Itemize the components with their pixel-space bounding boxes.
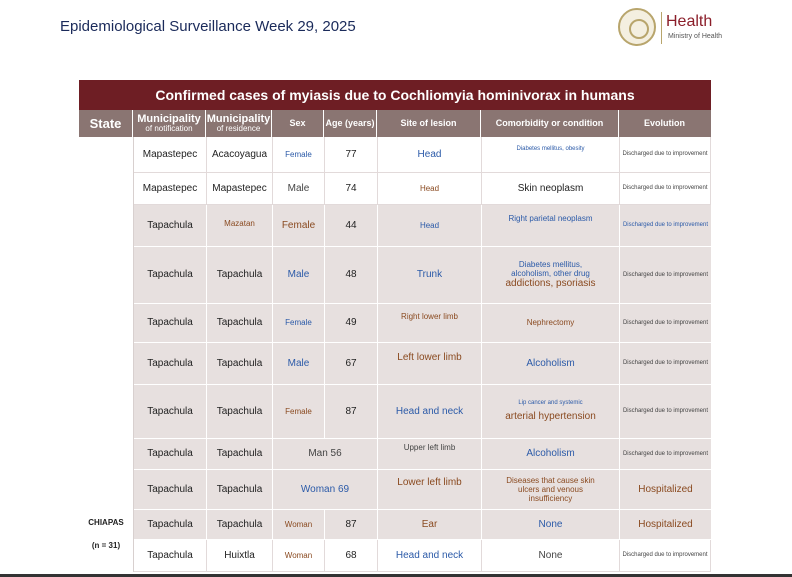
cell-site: Upper left limb [378, 439, 482, 469]
table-row [134, 439, 711, 470]
header-state: State [79, 110, 133, 137]
logo-title: Health [666, 13, 713, 30]
cell-comorbidity: None [482, 540, 620, 571]
cell-notification: Tapachula [134, 540, 207, 571]
cell-evolution: Hospitalized [638, 518, 693, 530]
cell-comorbidity: Nephrectomy [482, 304, 620, 342]
cell-comorbidity: Skin neoplasm [482, 173, 620, 204]
cell-comorbidity: Diabetes mellitus, alcoholism, other drug addictions, psoriasis [482, 247, 620, 303]
cell-age: 87 [325, 385, 378, 438]
header-sex: Sex [272, 110, 324, 137]
cell-age: 44 [325, 205, 378, 246]
page-header: Epidemiological Surveillance Week 29, 2025 [60, 18, 356, 35]
health-logo [618, 8, 738, 48]
cell-age: 48 [325, 247, 378, 303]
cell-age: 67 [325, 343, 378, 384]
cell-notification: Tapachula [134, 385, 207, 438]
cell-comorbidity: Alcoholism [482, 343, 620, 384]
cell-notification: Tapachula [134, 304, 207, 342]
cell-comorbidity: Alcoholism [482, 439, 620, 469]
cell-site: Left lower limb [378, 343, 482, 384]
cell-site: Head [378, 173, 482, 204]
cell-age: 77 [325, 137, 378, 172]
cell-sex: Female [273, 205, 325, 246]
cell-notification: Tapachula [134, 510, 207, 539]
cell-evolution: Discharged due to improvement [622, 222, 709, 229]
table-row [134, 510, 711, 540]
cell-notification: Tapachula [134, 470, 207, 509]
cell-site: Head [378, 137, 482, 172]
cell-residence: Tapachula [207, 343, 273, 384]
cell-residence: Tapachula [207, 247, 273, 303]
cell-notification: Mapastepec [134, 173, 207, 204]
header-municipality-residence: Municipality of residence [206, 110, 272, 137]
cell-sex-age: Woman 69 [273, 470, 378, 509]
header-municipality-notification: Municipality of notification [133, 110, 206, 137]
cell-age: 68 [325, 540, 378, 571]
table-row [134, 470, 711, 510]
table-banner: Confirmed cases of myiasis due to Cochliomyia hominivorax in humans [79, 80, 711, 110]
cell-site: Head [378, 205, 482, 246]
cell-sex: Woman [273, 510, 325, 539]
header-evolution: Evolution [644, 118, 685, 128]
cell-age: 87 [325, 510, 378, 539]
logo-divider [661, 12, 662, 44]
cell-sex: Male [273, 343, 325, 384]
cell-residence: Huixtla [207, 540, 273, 571]
cell-sex: Male [273, 173, 325, 204]
cell-sex: Male [273, 247, 325, 303]
cell-evolution: Discharged due to improvement [620, 137, 711, 172]
table-header-row [79, 110, 711, 137]
cell-evolution: Discharged due to improvement [622, 271, 709, 278]
table-row [134, 205, 711, 247]
cell-sex-age: Man 56 [273, 439, 378, 469]
header-comorbidity: Comorbidity or condition [481, 110, 619, 137]
cell-sex: Female [273, 137, 325, 172]
state-label: CHIAPAS (n = 31) [88, 518, 124, 550]
cell-evolution: Discharged due to improvement [622, 450, 709, 457]
cell-notification: Tapachula [134, 247, 207, 303]
cell-site: Head and neck [378, 385, 482, 438]
logo-subtitle: Ministry of Health [668, 33, 723, 40]
cell-residence: Acacoyagua [207, 137, 273, 172]
cell-comorbidity: Diseases that cause skin ulcers and venous insufficiency [482, 470, 620, 509]
cell-site: Head and neck [378, 540, 482, 571]
cell-evolution: Discharged due to improvement [622, 408, 709, 415]
cell-age: 49 [325, 304, 378, 342]
cell-age: 74 [325, 173, 378, 204]
cell-evolution: Discharged due to improvement [622, 360, 709, 367]
table-row [134, 173, 711, 205]
cell-residence: Mapastepec [207, 173, 273, 204]
cell-residence: Mazatan [207, 205, 273, 246]
seal-icon [618, 8, 656, 46]
cell-evolution: Discharged due to improvement [620, 173, 711, 204]
cell-site: Right lower limb [378, 304, 482, 342]
cell-residence: Tapachula [207, 470, 273, 509]
cell-notification: Tapachula [134, 439, 207, 469]
state-column [79, 137, 134, 572]
cell-notification: Tapachula [134, 343, 207, 384]
cell-site: Ear [378, 510, 482, 539]
table-row [134, 304, 711, 343]
cell-site: Lower left limb [378, 470, 482, 509]
cell-comorbidity: Diabetes mellitus, obesity [482, 137, 620, 172]
table-row [134, 343, 711, 385]
cell-site: Trunk [378, 247, 482, 303]
header-age: Age (years) [324, 110, 377, 137]
cell-comorbidity: Right parietal neoplasm [482, 205, 620, 246]
cell-comorbidity: Lip cancer and systemic arterial hypertension [482, 385, 620, 438]
cell-notification: Mapastepec [134, 137, 207, 172]
cell-sex: Woman [273, 540, 325, 571]
cell-evolution: Discharged due to improvement [622, 319, 709, 326]
cell-comorbidity: None [482, 510, 620, 539]
cell-evolution: Hospitalized [638, 483, 693, 495]
cell-sex: Female [273, 385, 325, 438]
table-row [134, 247, 711, 304]
cell-residence: Tapachula [207, 439, 273, 469]
header-site: Site of lesion [377, 110, 481, 137]
table-row [134, 385, 711, 439]
cell-evolution: Discharged due to improvement [620, 540, 711, 571]
cell-residence: Tapachula [207, 385, 273, 438]
table-row [134, 540, 711, 572]
cell-residence: Tapachula [207, 304, 273, 342]
cell-residence: Tapachula [207, 510, 273, 539]
table-row [134, 137, 711, 173]
cell-sex: Female [273, 304, 325, 342]
cell-notification: Tapachula [134, 205, 207, 246]
cases-table [79, 80, 711, 572]
